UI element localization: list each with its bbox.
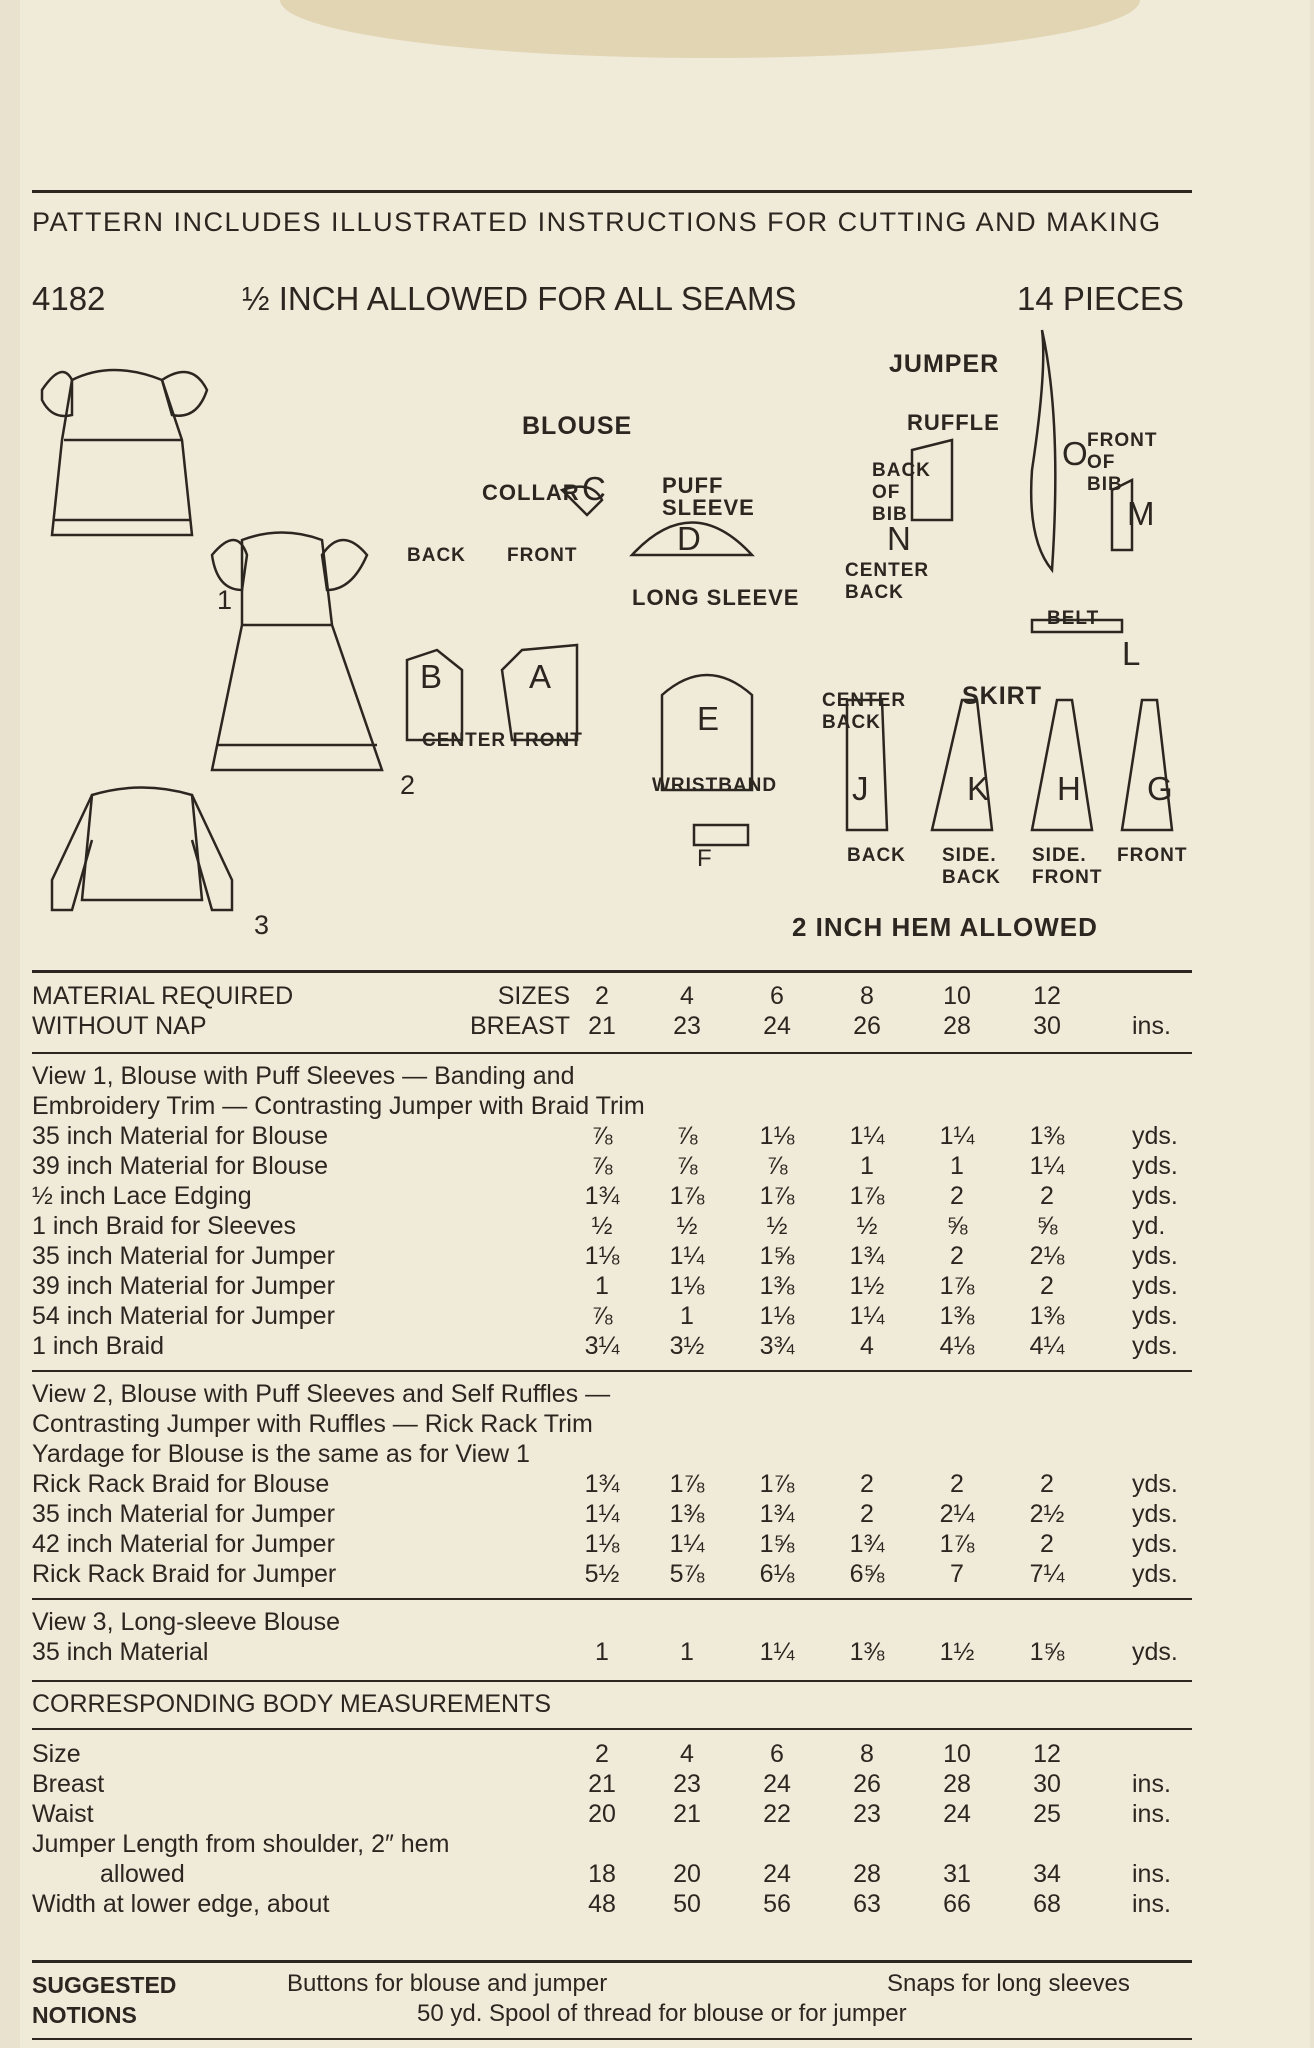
jumper-length-cell: 34	[1033, 1860, 1061, 1888]
table-cell: 1⅜	[1029, 1302, 1065, 1330]
table-cell: 1½	[939, 1638, 975, 1666]
puff-sleeve-label: PUFF SLEEVE	[662, 473, 755, 520]
table-cell: 1¼	[939, 1122, 975, 1150]
breast-cell: 30	[1033, 1012, 1061, 1040]
unit-label: yds.	[1132, 1530, 1178, 1558]
ruffle-label: RUFFLE	[907, 410, 1000, 435]
rule	[32, 1052, 1192, 1054]
center-front-label: CENTER FRONT	[422, 730, 583, 751]
table-cell: 2	[950, 1182, 964, 1210]
view3-section: View 3, Long-sleeve Blouse 35 inch Material 1 1 1¼ 1⅜ 1½ 1⅝ yds.	[32, 1608, 1192, 1668]
table-cell: 24	[763, 1770, 791, 1798]
table-cell: 1⅞	[669, 1470, 705, 1498]
unit-label: yds.	[1132, 1122, 1178, 1150]
table-cell: 1¼	[759, 1638, 795, 1666]
table-row	[32, 1770, 1192, 1800]
row-label: 1 inch Braid	[32, 1332, 165, 1360]
row-label: Rick Rack Braid for Blouse	[32, 1470, 330, 1498]
table-cell: ⅞	[591, 1122, 613, 1150]
table-cell: 6	[770, 1740, 784, 1768]
rule	[32, 1598, 1192, 1600]
table-cell: 2	[1040, 1272, 1054, 1300]
jumper-length-cell: 31	[943, 1860, 971, 1888]
collar-label: COLLAR	[482, 480, 580, 505]
table-row	[32, 1302, 1192, 1332]
front-of-bib-label: FRONT OF BIB	[1087, 430, 1158, 495]
table-cell: 1⅜	[939, 1302, 975, 1330]
row-label: 54 inch Material for Jumper	[32, 1302, 335, 1330]
table-cell: ⅝	[946, 1212, 968, 1240]
piece-letter-l: L	[1122, 635, 1141, 672]
table-cell: 1	[595, 1272, 609, 1300]
table-cell: ⅞	[591, 1152, 613, 1180]
table-cell: ⅞	[591, 1302, 613, 1330]
table-cell: 6⅝	[849, 1560, 885, 1588]
row-label: 35 inch Material for Jumper	[32, 1242, 335, 1270]
piece-letter-f: F	[697, 845, 712, 872]
table-cell: ½	[591, 1212, 613, 1240]
body-table: Size 2 4 6 8 10 12 Breast 21 23 24 26 28 30 ins. Waist 20 21 22 23 24 25 ins. Jumper Length from shoulder, 2″ hem allowed ins. 18 20 24 28 31 34 Width at lower edge, about ins. 48 50 56 63 66 68	[32, 1740, 1192, 1920]
size-cell: 10	[943, 982, 971, 1010]
side-front-label: SIDE. FRONT	[1032, 845, 1103, 888]
table-row	[32, 1182, 1192, 1212]
view-number-1: 1	[217, 585, 233, 615]
table-cell: 21	[588, 1770, 616, 1798]
skirt-side-back-piece	[932, 700, 992, 830]
unit-label: yds.	[1132, 1500, 1178, 1528]
table-row	[32, 1152, 1192, 1182]
table-cell: 30	[1033, 1770, 1061, 1798]
unit-label: yd.	[1132, 1212, 1166, 1240]
piece-letter-o: O	[1062, 435, 1088, 472]
view1-section: View 1, Blouse with Puff Sleeves — Banding and Embroidery Trim — Contrasting Jumper with Braid Trim 35 inch Material for Blouse ⅞ ⅞ 1⅛ 1¼ 1¼ 1⅜ yds. 39 inch Material for Blouse ⅞ ⅞ ⅞ 1 1 1¼ yds. ½ inch Lace Edging 1¾ 1⅞ 1⅞ 1⅞ 2 2 yds. 1 inch Braid for Sleeves ½ ½ ½ ½ ⅝ ⅝ yd. 35 inch Material for Jumper 1⅛ 1¼ 1⅝ 1¾ 2 2⅛ yds. 39 inch Material for Jumper 1 1⅛ 1⅜ 1½ 1⅞ 2 yds. 54 inch Material for Jumper ⅞ 1 1⅛ 1¼ 1⅜ 1⅜ yds. 1 inch Braid 3¼ 3½ 3¾ 4 4⅛ 4¼ yds.	[32, 1062, 1192, 1362]
table-cell: 1	[595, 1638, 609, 1666]
table-cell: 1⅞	[849, 1182, 885, 1210]
material-header: MATERIAL REQUIRED SIZES WITHOUT NAP BREAST ins.	[32, 982, 1171, 1040]
unit-label: yds.	[1132, 1302, 1178, 1330]
width-cell: 56	[763, 1890, 791, 1918]
front-label: FRONT	[507, 545, 578, 566]
table-cell: 4	[860, 1332, 874, 1360]
table-cell: 1¼	[1029, 1152, 1065, 1180]
unit-label: yds.	[1132, 1152, 1178, 1180]
table-cell: 21	[673, 1800, 701, 1828]
table-cell: 4¼	[1029, 1332, 1065, 1360]
piece-letter-a: A	[529, 658, 552, 695]
skirt-front-label: FRONT	[1117, 845, 1188, 866]
table-row	[32, 1470, 1192, 1500]
table-cell: ⅝	[1036, 1212, 1058, 1240]
piece-letter-j: J	[852, 770, 869, 807]
size-cell: 12	[1033, 982, 1061, 1010]
table-cell: 25	[1033, 1800, 1061, 1828]
unit-label: ins.	[1132, 1800, 1171, 1828]
skirt-heading: SKIRT	[962, 682, 1042, 710]
table-cell: 8	[860, 1740, 874, 1768]
table-cell: ½	[856, 1212, 878, 1240]
breast-cell: 21	[588, 1012, 616, 1040]
table-row	[32, 1272, 1192, 1302]
jumper-length-cell: 28	[853, 1860, 881, 1888]
blouse-heading: BLOUSE	[522, 412, 633, 440]
table-cell: 22	[763, 1800, 791, 1828]
breast-cell: 26	[853, 1012, 881, 1040]
table-cell: 1	[680, 1638, 694, 1666]
table-cell: 7	[950, 1560, 964, 1588]
unit-label: yds.	[1132, 1182, 1178, 1210]
table-cell: 1⅜	[759, 1272, 795, 1300]
row-label: Size	[32, 1740, 81, 1768]
view-number-2: 2	[400, 770, 416, 800]
row-label: Waist	[32, 1800, 94, 1828]
table-cell: 1⅛	[669, 1272, 705, 1300]
table-cell: 3¾	[759, 1332, 795, 1360]
table-cell: 1⅞	[759, 1182, 795, 1210]
piece-letter-c: C	[582, 470, 606, 507]
size-cell: 4	[680, 982, 694, 1010]
table-cell: 2¼	[939, 1500, 975, 1528]
table-row	[32, 1332, 1192, 1362]
piece-letter-m: M	[1127, 495, 1155, 532]
unit-label: ins.	[1132, 1770, 1171, 1798]
table-cell: 2	[860, 1470, 874, 1498]
table-cell: 1⅞	[759, 1470, 795, 1498]
back-of-bib-label: BACK OF BIB	[872, 460, 931, 525]
table-cell: 1⅞	[939, 1530, 975, 1558]
breast-cell: 23	[673, 1012, 701, 1040]
rule	[32, 190, 1192, 193]
table-row	[32, 1560, 1192, 1590]
table-cell: 1¾	[759, 1500, 795, 1528]
table-cell: 7¼	[1029, 1560, 1065, 1588]
row-label: 35 inch Material	[32, 1638, 209, 1666]
jumper-length-cell: 24	[763, 1860, 791, 1888]
rule	[32, 1370, 1192, 1372]
table-cell: ½	[676, 1212, 698, 1240]
jumper-length-cell: 18	[588, 1860, 616, 1888]
table-cell: 28	[943, 1770, 971, 1798]
view3-blouse-icon	[82, 788, 202, 901]
table-cell: 2	[595, 1740, 609, 1768]
piece-letter-e: E	[697, 700, 720, 737]
table-cell: 4	[680, 1740, 694, 1768]
piece-letter-b: B	[420, 658, 443, 695]
table-cell: 1¼	[849, 1302, 885, 1330]
table-row	[32, 1740, 1192, 1770]
piece-letter-k: K	[967, 770, 990, 807]
rule	[32, 1680, 1192, 1682]
wristband-piece	[694, 825, 748, 845]
rule	[32, 2038, 1192, 2040]
table-cell: 2	[1040, 1182, 1054, 1210]
row-label: 35 inch Material for Blouse	[32, 1122, 328, 1150]
table-row	[32, 1212, 1192, 1242]
table-cell: 2	[950, 1470, 964, 1498]
row-label: 39 inch Material for Jumper	[32, 1272, 335, 1300]
piece-letter-g: G	[1147, 770, 1173, 807]
skirt-center-back-label: CENTER BACK	[822, 690, 907, 733]
table-cell: 1⅜	[1029, 1122, 1065, 1150]
breast-cell: 24	[763, 1012, 791, 1040]
row-label: 39 inch Material for Blouse	[32, 1152, 328, 1180]
unit-label: yds.	[1132, 1470, 1178, 1498]
table-cell: 2	[860, 1500, 874, 1528]
width-cell: 48	[588, 1890, 616, 1918]
table-cell: 2	[1040, 1470, 1054, 1498]
table-cell: 1¼	[584, 1500, 620, 1528]
material-sizes	[32, 982, 1192, 1042]
table-cell: 24	[943, 1800, 971, 1828]
width-cell: 50	[673, 1890, 701, 1918]
breast-cell: 28	[943, 1012, 971, 1040]
header-line: PATTERN INCLUDES ILLUSTRATED INSTRUCTIONS FOR CUTTING AND MAKING	[32, 207, 1162, 237]
table-cell: 1¾	[849, 1530, 885, 1558]
skirt-back-label: BACK	[847, 845, 906, 866]
table-cell: 1⅜	[849, 1638, 885, 1666]
jumper-center-back-label: CENTER BACK	[845, 560, 930, 603]
back-label: BACK	[407, 545, 466, 566]
table-cell: 1⅛	[584, 1242, 620, 1270]
notions-thread: 50 yd. Spool of thread for blouse or for jumper	[417, 2000, 907, 2027]
table-cell: 1¼	[669, 1242, 705, 1270]
table-cell: 1¼	[669, 1530, 705, 1558]
table-cell: 1⅝	[759, 1242, 795, 1270]
table-cell: 4⅛	[939, 1332, 975, 1360]
ruffle-piece	[1031, 330, 1055, 570]
wristband-label: WRISTBAND	[652, 775, 778, 796]
table-cell: ⅞	[766, 1152, 788, 1180]
table-cell: 5½	[584, 1560, 620, 1588]
row-label: 42 inch Material for Jumper	[32, 1530, 335, 1558]
size-cell: 2	[595, 982, 609, 1010]
table-cell: 12	[1033, 1740, 1061, 1768]
table-cell: 1⅛	[759, 1122, 795, 1150]
table-cell: ½	[766, 1212, 788, 1240]
table-cell: 1½	[849, 1272, 885, 1300]
table-cell: 23	[853, 1800, 881, 1828]
table-cell: 1¾	[584, 1182, 620, 1210]
table-cell: 1	[950, 1152, 964, 1180]
table-cell: ⅞	[676, 1122, 698, 1150]
body-measurements: CORRESPONDING BODY MEASUREMENTS	[32, 1690, 552, 1718]
unit-label: yds.	[1132, 1560, 1178, 1588]
size-cell: 6	[770, 982, 784, 1010]
pattern-number: 4182	[32, 280, 106, 317]
row-label: 1 inch Braid for Sleeves	[32, 1212, 297, 1240]
seam-allowance: ½ INCH ALLOWED FOR ALL SEAMS	[242, 280, 797, 317]
table-row	[32, 1500, 1192, 1530]
table-cell: 5⅞	[669, 1560, 705, 1588]
unit-label: yds.	[1132, 1272, 1178, 1300]
unit-label: yds.	[1132, 1332, 1178, 1360]
table-cell: 1	[860, 1152, 874, 1180]
width-cell: 66	[943, 1890, 971, 1918]
table-cell: 20	[588, 1800, 616, 1828]
table-cell: 2	[1040, 1530, 1054, 1558]
notions-buttons: Buttons for blouse and jumper	[287, 1970, 608, 1997]
row-label: 35 inch Material for Jumper	[32, 1500, 335, 1528]
table-row	[32, 1242, 1192, 1272]
table-cell: ⅞	[676, 1152, 698, 1180]
view2-dress-icon	[212, 533, 382, 771]
table-cell: 2	[950, 1242, 964, 1270]
table-cell: 1⅝	[1029, 1638, 1065, 1666]
skirt-side-front-piece	[1032, 700, 1092, 830]
table-cell: 1⅞	[939, 1272, 975, 1300]
notions-label: SUGGESTED NOTIONS	[32, 1972, 177, 2028]
table-cell: 3½	[669, 1332, 705, 1360]
table-row	[32, 1122, 1192, 1152]
table-cell: 10	[943, 1740, 971, 1768]
rule	[32, 1960, 1192, 1963]
table-cell: 1⅜	[669, 1500, 705, 1528]
table-cell: 1⅛	[759, 1302, 795, 1330]
long-sleeve-label: LONG SLEEVE	[632, 585, 800, 610]
table-cell: 1⅝	[759, 1530, 795, 1558]
table-cell: 1¾	[584, 1470, 620, 1498]
belt-label: BELT	[1047, 608, 1100, 629]
view2-section: View 2, Blouse with Puff Sleeves and Self Ruffles — Contrasting Jumper with Ruffles — Rick Rack Trim Yardage for Blouse is the same as for View 1 Rick Rack Braid for Blouse 1¾ 1⅞ 1⅞ 2 2 2 yds. 35 inch Material for Jumper 1¼ 1⅜ 1¾ 2 2¼ 2½ yds. 42 inch Material for Jumper 1⅛ 1¼ 1⅝ 1¾ 1⅞ 2 yds. Rick Rack Braid for Jumper 5½ 5⅞ 6⅛ 6⅝ 7 7¼ yds.	[32, 1380, 1192, 1590]
width-cell: 68	[1033, 1890, 1061, 1918]
jumper-length-cell: 20	[673, 1860, 701, 1888]
table-row	[32, 1530, 1192, 1560]
table-cell: 3¼	[584, 1332, 620, 1360]
table-cell: 1¾	[849, 1242, 885, 1270]
table-cell: 1⅛	[584, 1530, 620, 1558]
rule	[32, 1728, 1192, 1730]
table-cell: 1¼	[849, 1122, 885, 1150]
piece-count: 14 PIECES	[1017, 280, 1184, 317]
jumper-heading: JUMPER	[889, 350, 1000, 378]
row-label: Breast	[32, 1770, 105, 1798]
table-cell: 1	[680, 1302, 694, 1330]
size-cell: 8	[860, 982, 874, 1010]
piece-letter-h: H	[1057, 770, 1081, 807]
unit-label: yds.	[1132, 1242, 1178, 1270]
notions-snaps: Snaps for long sleeves	[887, 1970, 1130, 1997]
row-label: Rick Rack Braid for Jumper	[32, 1560, 337, 1588]
table-cell: 2½	[1029, 1500, 1065, 1528]
view-number-3: 3	[254, 910, 270, 940]
table-row	[32, 1638, 1192, 1668]
table-cell: 26	[853, 1770, 881, 1798]
table-row	[32, 1800, 1192, 1830]
piece-letter-n: N	[887, 520, 911, 557]
unit-label: yds.	[1132, 1638, 1178, 1666]
skirt-front-piece	[1122, 700, 1172, 830]
side-back-label: SIDE. BACK	[942, 845, 1001, 888]
piece-letter-d: D	[677, 520, 701, 557]
table-cell: 23	[673, 1770, 701, 1798]
table-cell: 6⅛	[759, 1560, 795, 1588]
rule	[32, 970, 1192, 973]
row-label: ½ inch Lace Edging	[32, 1182, 252, 1210]
hem-allowance: 2 INCH HEM ALLOWED	[792, 912, 1098, 942]
table-cell: 1⅞	[669, 1182, 705, 1210]
table-cell: 2⅛	[1029, 1242, 1065, 1270]
width-cell: 63	[853, 1890, 881, 1918]
